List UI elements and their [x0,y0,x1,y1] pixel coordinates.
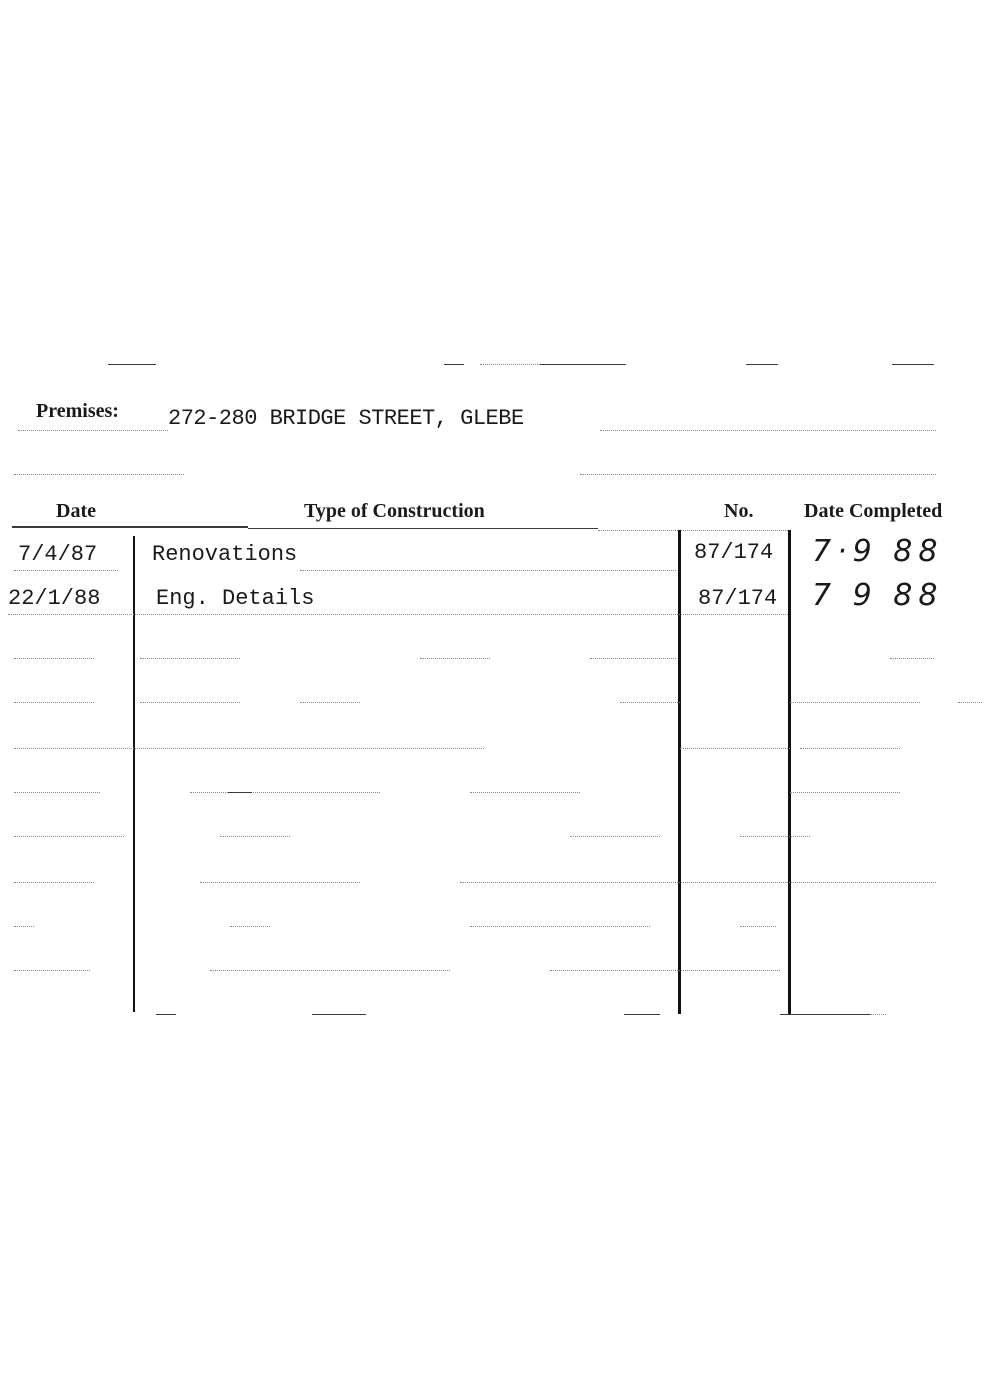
row-line [210,970,450,971]
header-date-completed: Date Completed [804,500,943,522]
row-line [460,882,936,883]
row-line [420,658,490,659]
bottom-mark [780,1014,870,1015]
header-rule [598,530,788,531]
blank-line [14,474,184,475]
row-line [228,792,252,793]
row-line [14,792,100,793]
column-divider-date [133,536,135,1012]
row-line [8,614,788,615]
row-line [680,748,790,749]
row-date: 7/4/87 [18,542,98,567]
bottom-mark [156,1014,176,1015]
row-line [570,836,660,837]
row-line [200,882,360,883]
premises-underline [600,430,936,431]
row-number: 87/174 [698,586,778,611]
bottom-mark [312,1014,366,1015]
row-line [14,570,118,571]
header-type-of-construction: Type of Construction [304,500,485,522]
row-line [470,926,650,927]
top-mark [108,364,156,365]
row-line [14,882,94,883]
column-divider-type [678,530,681,1014]
top-mark [540,364,626,365]
row-line [140,658,240,659]
row-line [590,658,676,659]
row-type: Renovations [152,542,298,567]
bottom-mark [624,1014,660,1015]
row-line [470,792,580,793]
top-mark [444,364,464,365]
row-type: Eng. Details [156,586,315,611]
row-line [550,970,780,971]
row-line [300,702,360,703]
premises-underline [18,430,168,431]
row-line [14,926,34,927]
header-rule [12,526,248,528]
row-date: 22/1/88 [8,586,101,611]
row-number: 87/174 [694,540,774,565]
row-line [190,792,380,793]
header-number: No. [724,500,754,522]
row-line [300,570,676,571]
row-line [230,926,270,927]
row-line [890,658,934,659]
row-line [790,792,900,793]
row-line [220,836,290,837]
top-mark [480,364,540,365]
header-rule [248,528,598,529]
top-mark [746,364,778,365]
header-date: Date [56,500,96,522]
row-line [740,836,810,837]
row-line [800,748,900,749]
row-line [620,702,680,703]
row-line [740,926,776,927]
bottom-mark [870,1014,886,1015]
top-mark [892,364,934,365]
row-line [140,702,240,703]
row-line [14,748,484,749]
row-date-completed: 7 9 88 [812,578,944,613]
premises-label: Premises: [36,400,119,422]
row-line [14,702,94,703]
column-divider-no [788,530,791,1014]
row-line [958,702,982,703]
row-date-completed: 7·9 88 [812,534,944,569]
blank-line [580,474,936,475]
row-line [14,970,90,971]
premises-address: 272-280 BRIDGE STREET, GLEBE [168,406,524,431]
row-line [14,658,94,659]
row-line [14,836,124,837]
row-line [790,702,920,703]
